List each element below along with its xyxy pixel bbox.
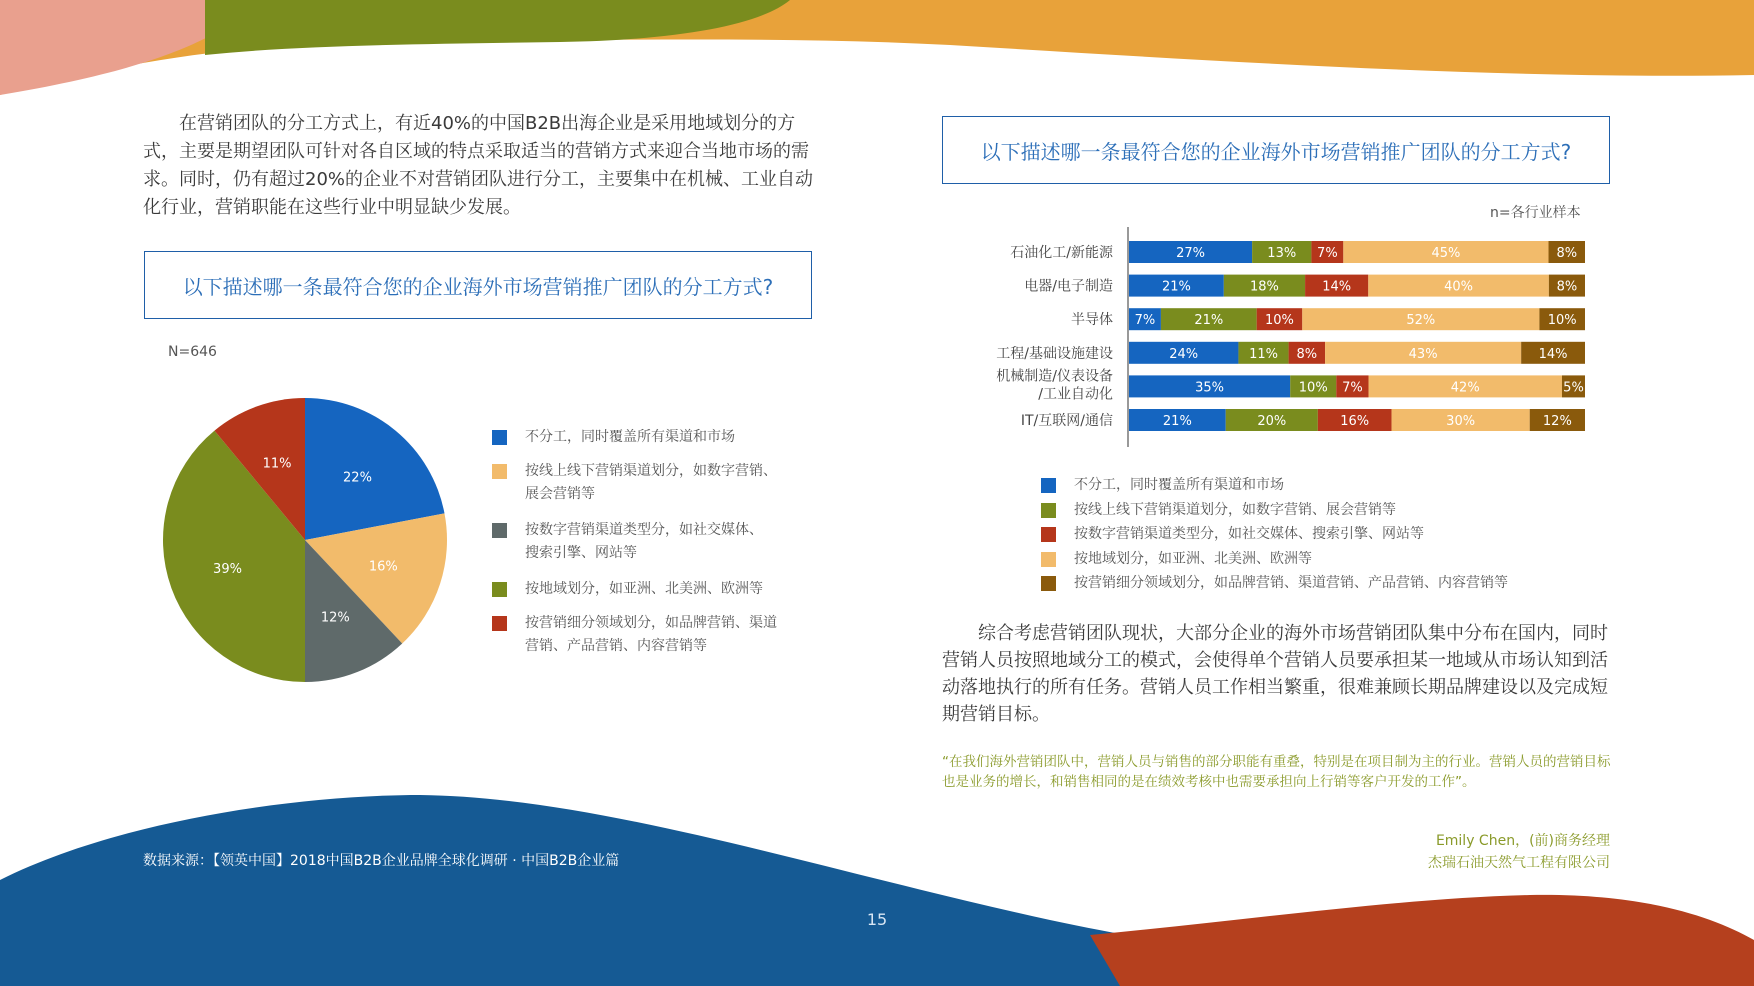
bar-category-label: 电器/电子制造	[1024, 278, 1113, 295]
legend-swatch	[492, 582, 507, 597]
legend-label: 按数字营销渠道类型分，如社交媒体、 搜索引擎、网站等	[525, 522, 763, 561]
bar-legend-item	[1041, 550, 1312, 571]
pie-slice-label: 39%	[213, 561, 242, 577]
bar-value-label: 27%	[1176, 246, 1206, 261]
bar-sample-note: n=各行业样本	[1490, 205, 1581, 221]
bar-value-label: 30%	[1446, 414, 1476, 429]
bar-category-label: 机械制造/仪表设备/工业自动化	[996, 368, 1113, 403]
bar-value-label: 10%	[1547, 313, 1577, 329]
bar-value-label: 43%	[1408, 346, 1438, 362]
pie-chart	[140, 380, 470, 710]
legend-swatch	[1041, 576, 1056, 591]
quote-paragraph: “在我们海外营销团队中，营销人员与销售的部分职能有重叠，特别是在项目制为主的行业。营销人员的营销目标也是业务的增长，和销售相同的是在绩效考核中也需要承担向上行销等客户开发的工作”。	[942, 754, 1611, 790]
legend-swatch	[1041, 503, 1056, 518]
bar-value-label: 20%	[1257, 414, 1287, 429]
bar-value-label: 35%	[1195, 380, 1225, 396]
bottom-red-shape	[1090, 895, 1754, 986]
pie-legend-item	[492, 614, 777, 658]
summary-paragraph: 综合考虑营销团队现状，大部分企业的海外市场营销团队集中分布在国内，同时营销人员按照地域分工的模式，会使得单个营销人员要承担某一地域从市场认知到活动落地执行的所有任务。营销人员工作相当繁重，很难兼顾长期品牌建设以及完成短期营销目标。	[942, 623, 1608, 725]
legend-label: 不分工，同时覆盖所有渠道和市场	[525, 429, 735, 445]
pie-slice-label: 16%	[368, 559, 398, 575]
pie-legend-item	[492, 580, 763, 601]
bar-category-label: 石油化工/新能源	[1010, 245, 1113, 261]
quote-company: 杰瑞石油天然气工程有限公司	[1428, 855, 1610, 871]
bar-legend-item	[1041, 501, 1396, 522]
bar-value-label: 10%	[1298, 380, 1328, 396]
bar-value-label: 21%	[1161, 279, 1191, 295]
bar-value-label: 42%	[1450, 380, 1480, 396]
legend-swatch	[1041, 527, 1056, 542]
bar-value-label: 11%	[1249, 346, 1278, 362]
legend-label: 按数字营销渠道类型分，如社交媒体、搜索引擎、网站等	[1074, 526, 1424, 542]
pie-slice-label: 12%	[320, 610, 350, 626]
bar-value-label: 7%	[1134, 313, 1156, 329]
legend-label: 按营销细分领域划分，如品牌营销、渠道 营销、产品营销、内容营销等	[525, 615, 777, 654]
bar-value-label: 45%	[1431, 246, 1461, 261]
top-green-shape	[205, 0, 790, 55]
legend-label: 按地域划分，如亚洲、北美洲、欧洲等	[525, 581, 763, 597]
bar-value-label: 40%	[1444, 279, 1474, 295]
bar-value-label: 13%	[1267, 246, 1297, 261]
right-question-box	[942, 116, 1610, 184]
bar-value-label: 24%	[1169, 346, 1199, 362]
left-question-text: 以下描述哪一条最符合您的企业海外市场营销推广团队的分工方式?	[182, 274, 774, 299]
legend-swatch	[492, 430, 507, 445]
pie-legend-item	[492, 428, 735, 449]
quote-author: Emily Chen，(前)商务经理	[1435, 833, 1610, 849]
intro-paragraph: 在营销团队的分工方式上，有近40%的中国B2B出海企业是采用地域划分的方式，主要是期望团队可针对各自区域的特点采取适当的营销方式来迎合当地市场的需求。同时，仍有超过20%的企业不对营销团队进行分工，主要集中在机械、工业自动化行业，营销职能在这些行业中明显缺少发展。	[143, 113, 814, 218]
bar-value-label: 18%	[1249, 279, 1279, 295]
bar-value-label: 21%	[1162, 414, 1192, 429]
legend-swatch	[1041, 552, 1056, 567]
bar-value-label: 7%	[1317, 246, 1338, 261]
pie-slice-label: 11%	[262, 456, 292, 472]
legend-label: 按线上线下营销渠道划分，如数字营销、展会营销等	[1074, 501, 1396, 518]
bar-value-label: 8%	[1296, 346, 1318, 362]
left-question-box	[144, 251, 812, 319]
bar-value-label: 21%	[1194, 313, 1224, 329]
data-source: 数据来源：【领英中国】2018中国B2B企业品牌全球化调研 · 中国B2B企业篇	[143, 853, 620, 869]
pie-slice-label: 22%	[343, 470, 372, 486]
right-question-text: 以下描述哪一条最符合您的企业海外市场营销推广团队的分工方式?	[980, 139, 1572, 164]
bar-legend-item	[1041, 525, 1424, 546]
pie-legend-item	[492, 521, 763, 565]
bar-value-label: 10%	[1265, 313, 1294, 329]
bar-value-label: 7%	[1342, 380, 1363, 396]
bar-value-label: 8%	[1556, 246, 1578, 261]
legend-swatch	[1041, 478, 1056, 493]
bar-legend-item	[1041, 476, 1284, 497]
page-number: 15	[866, 910, 888, 929]
bar-value-label: 12%	[1542, 414, 1572, 429]
bar-value-label: 16%	[1340, 414, 1370, 429]
legend-swatch	[492, 523, 507, 538]
bar-legend-item	[1041, 574, 1508, 595]
bar-category-label: IT/互联网/通信	[1020, 413, 1113, 429]
legend-swatch	[492, 616, 507, 631]
bar-value-label: 52%	[1406, 313, 1436, 329]
bar-category-label: 半导体	[1071, 312, 1113, 329]
bar-value-label: 14%	[1538, 346, 1568, 362]
pie-sample-note: N=646	[168, 344, 217, 360]
bar-value-label: 5%	[1563, 380, 1584, 396]
stacked-bar-chart	[960, 225, 1600, 455]
bar-category-label: 工程/基础设施建设	[996, 345, 1113, 362]
bar-value-label: 14%	[1322, 279, 1352, 295]
pie-legend-item	[492, 462, 777, 506]
bar-value-label: 8%	[1556, 279, 1578, 295]
legend-swatch	[492, 464, 507, 479]
legend-label: 按线上线下营销渠道划分，如数字营销、 展会营销等	[525, 463, 777, 502]
legend-label: 按营销细分领域划分，如品牌营销、渠道营销、产品营销、内容营销等	[1074, 575, 1508, 591]
legend-label: 不分工，同时覆盖所有渠道和市场	[1074, 477, 1284, 493]
legend-label: 按地域划分，如亚洲、北美洲、欧洲等	[1074, 550, 1312, 567]
